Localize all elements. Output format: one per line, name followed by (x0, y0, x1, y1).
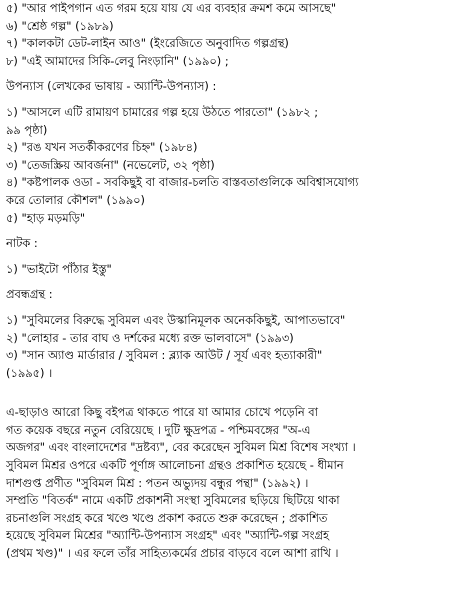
paragraph-line: (প্রথম খণ্ড)" । এর ফলে তাঁর সাহিত্যকর্মের প্রচার বাড়বে বলে আশা রাখি । (6, 546, 339, 561)
list-item: ৫) "হাড় মড়মড়ি" (6, 210, 86, 225)
paragraph-line: সম্প্রতি "বিতর্ক" নামে একটি প্রকাশনী সংস্থা সুবিমলের ছড়িয়ে ছিটিয়ে থাকা (6, 493, 340, 508)
plays-section (6, 235, 453, 278)
paragraph-line: দাশগুপ্ত প্রণীত "সুবিমল মিশ্র : পতন অভ্যুদয় বন্ধুর পন্থা" (১৯৯২) । (6, 475, 309, 490)
list-item: ১) "ভাইটো পাঁঠার ইস্তু" (6, 261, 112, 276)
list-item: ৪) "কষ্টপালক ওডা - সবকিছুই বা বাজার-চলতি বাস্তবতাগুলিকে অবিশ্বাসযোগ্য (6, 175, 359, 190)
paragraph-line: গত কয়েক বছরে নতুন বেরিয়েছে । দুটি ক্ষুদ্রপত্র - পশ্চিমবঙ্গের "অ-এ (6, 422, 311, 437)
paragraph-line: রচনাগুলি সংগ্রহ করে খণ্ডে খণ্ডে প্রকাশ করতে শুরু করেছেন ; প্রকাশিত (6, 510, 328, 525)
section-heading-plays: নাটক : (6, 236, 38, 251)
list-item: ৩) "তেজস্ক্রিয় আবর্জনা" (নভেলেট, ৩২ পৃষ্ঠা) (6, 157, 215, 172)
paragraph-line: সুবিমল মিশ্রর ওপরে একটি পূর্ণাঙ্গ আলোচনা গ্রন্থও প্রকাশিত হয়েছে - ধীমান (6, 458, 344, 473)
section-heading-essays: প্রবন্ধগ্রন্থ : (6, 287, 53, 302)
list-item: ৬) "শ্রেষ্ঠ গল্প" (১৯৮৯) (6, 18, 114, 33)
essays-section (6, 286, 453, 382)
closing-paragraph (6, 404, 453, 562)
paragraph-line: অজগর" এবং বাংলাদেশের "দ্রষ্টব্য", বের করেছেন সুবিমল মিশ্র বিশেষ সংখ্যা । (6, 440, 356, 455)
list-item: ৩) "সান অ্যাণ্ড মার্ডারার / সুবিমল : ব্ল্যাক আউট / সূর্য এবং হত্যাকারী" (6, 348, 323, 363)
list-item: ১) "আসলে এটি রামায়ণ চামারের গল্প হয়ে উঠতে পারতো" (১৯৮২ ; (6, 104, 319, 119)
list-item: ৯৯ পৃষ্ঠা) (6, 122, 48, 137)
list-item: ৮) "এই আমাদের সিকি-লেবু নিংড়ানি" (১৯৯০) ; (6, 53, 229, 68)
list-item: (১৯৯৫) । (6, 365, 53, 380)
list-item: ৫) "আর পাইপগান এত গরম হয়ে যায় যে এর ব্যবহার ক্রমশ কমে আসছে" (6, 1, 337, 15)
list-item: ৭) "কালকটা ডেট-লাইন আও" (ইংরেজিতে অনুবাদিত গল্পগ্রন্থ) (6, 36, 289, 51)
list-item: করে তোলার কৌশল" (১৯৯০) (6, 192, 145, 207)
paragraph-line: হয়েছে সুবিমল মিশ্রের "অ্যান্টি-উপন্যাস সংগ্রহ" এবং "অ্যান্টি-গল্প সংগ্রহ (6, 528, 329, 543)
story-list-continued (6, 0, 453, 70)
novels-section (6, 78, 453, 227)
paragraph-line: এ-ছাড়াও আরো কিছু বইপত্র থাকতে পারে যা আমার চোখে পড়েনি বা (6, 405, 318, 420)
section-heading-novels: উপন্যাস (লেখকের ভাষায় - অ্যান্টি-উপন্যাস) : (6, 79, 217, 94)
list-item: ২) "রঙ যখন সতর্কীকরণের চিহ্ন" (১৯৮৪) (6, 140, 198, 155)
list-item: ১) "সুবিমলের বিরুদ্ধে সুবিমল এবং উস্কানিমূলক অনেককিছুই, আপাতভাবে" (6, 312, 346, 327)
list-item: ২) "লোহার - তার বাঘ ও দর্শকের মধ্যে রক্ত ভালবাসে" (১৯৯৩) (6, 330, 294, 345)
